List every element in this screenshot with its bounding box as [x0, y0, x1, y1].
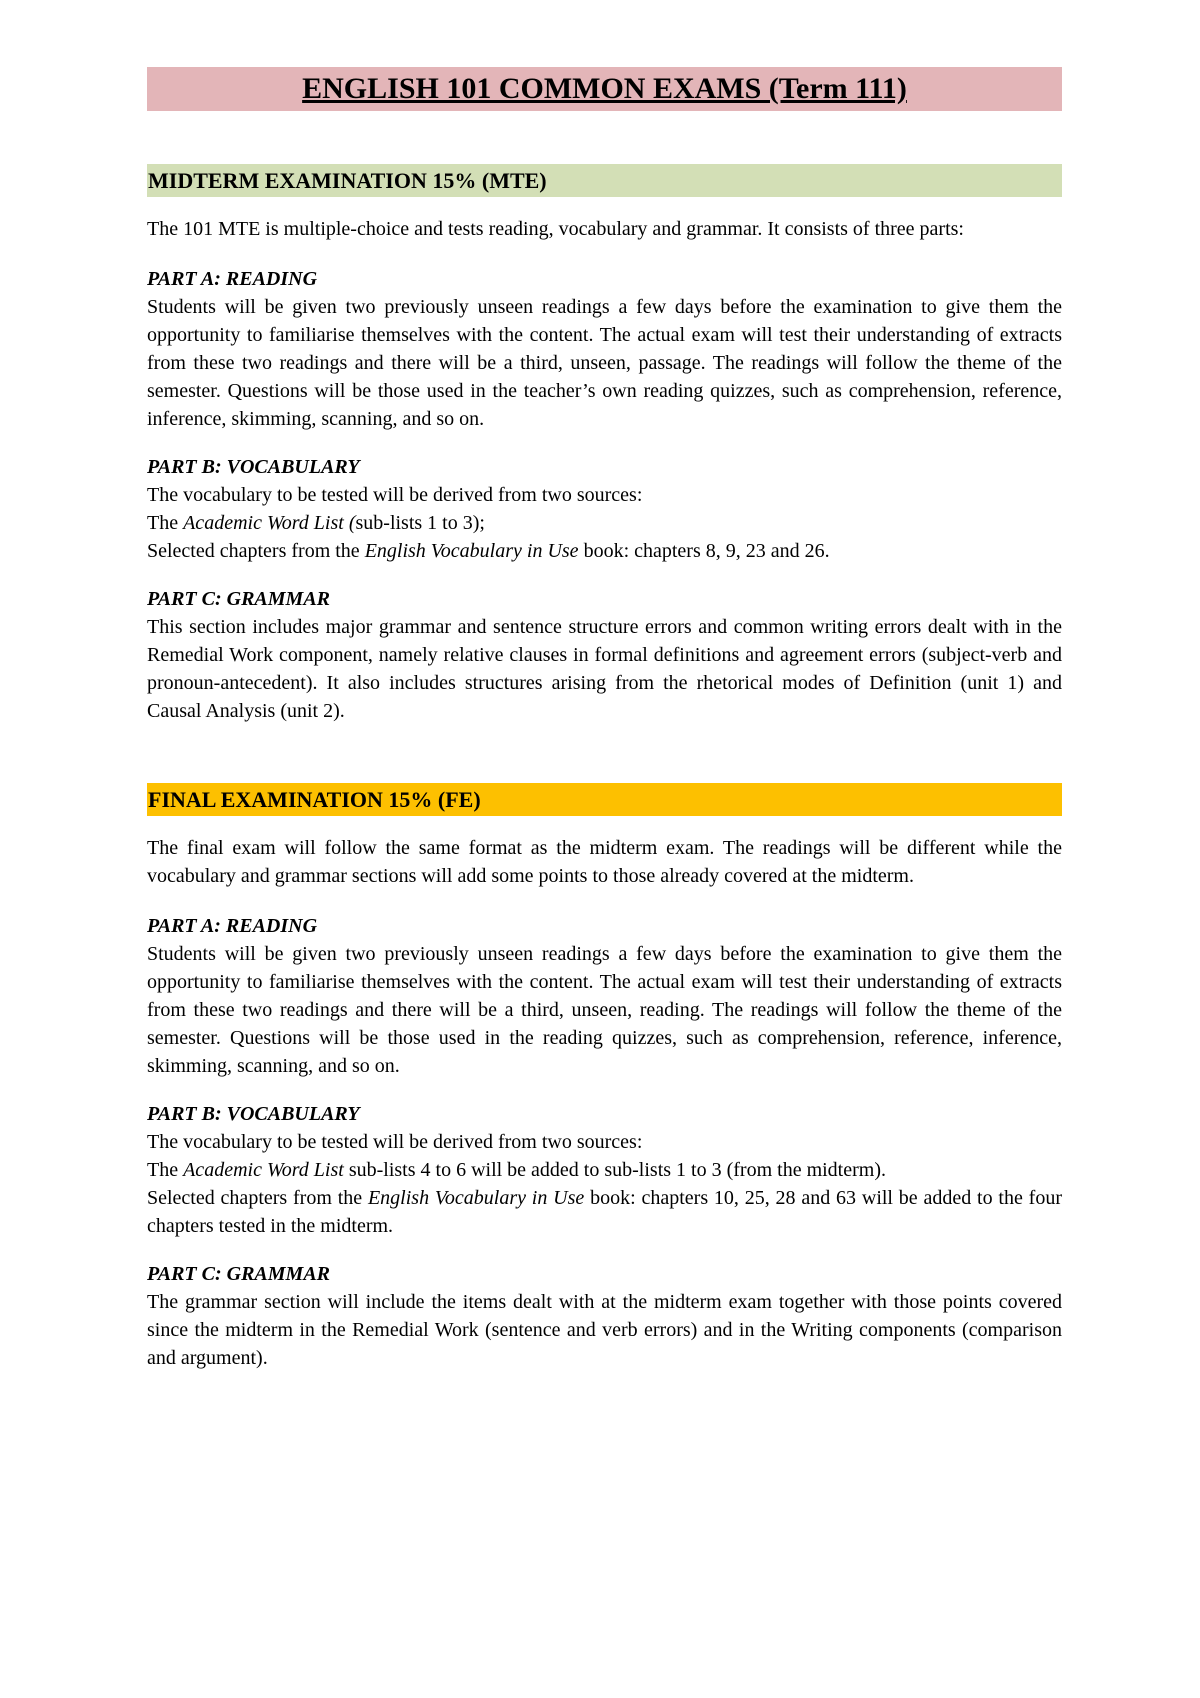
final-vocab-line-3: Selected chapters from the English Vocabulary in Use book: chapters 10, 25, 28 and 63 will be added to the four chapters tested in the midterm. — [147, 1187, 1063, 1237]
final-part-b-heading: PART B: VOCABULARY — [147, 1103, 360, 1125]
midterm-vocab-line-1: The vocabulary to be tested will be derived from two sources: — [147, 484, 643, 506]
document-content — [147, 67, 1062, 1372]
midterm-part-a-heading: PART A: READING — [147, 268, 318, 290]
midterm-vocab-line-2: The Academic Word List (sub-lists 1 to 3); — [147, 512, 485, 534]
midterm-part-c-heading: PART C: GRAMMAR — [147, 588, 330, 610]
final-intro: The final exam will follow the same format as the midterm exam. The readings will be different while the vocabulary and grammar sections will add some points to those already covered at the midterm. — [147, 837, 1062, 887]
final-part-c-heading: PART C: GRAMMAR — [147, 1263, 330, 1285]
midterm-part-b-body — [147, 481, 1062, 565]
final-heading: FINAL EXAMINATION 15% (FE) — [147, 783, 1062, 816]
final-part-a-heading: PART A: READING — [147, 915, 318, 937]
final-vocab-line-1: The vocabulary to be tested will be derived from two sources: — [147, 1131, 643, 1153]
final-part-b-body — [147, 1128, 1062, 1240]
final-part-a-text: Students will be given two previously unseen readings a few days before the examination to give them the opportunity to familiarise themselves with the content. The actual exam will test their understanding of extracts from these two readings and there will be a third, unseen, reading. The readings will follow the theme of the semester. Questions will be those used in the reading quizzes, such as comprehension, reference, inference, skimming, scanning, and so on. — [147, 943, 1062, 1077]
midterm-part-c-text: This section includes major grammar and sentence structure errors and common writing errors dealt with in the Remedial Work component, namely relative clauses in formal definitions and agreement errors (subject-verb and pronoun-antecedent). It also includes structures arising from the rhetorical modes of Definition (unit 1) and Causal Analysis (unit 2). — [147, 616, 1062, 722]
document-title: ENGLISH 101 COMMON EXAMS (Term 111) — [147, 67, 1062, 111]
midterm-part-a-text: Students will be given two previously unseen readings a few days before the examination to give them the opportunity to familiarise themselves with the content. The actual exam will test their understanding of extracts from these two readings and there will be a third, unseen, passage. The readings will follow the theme of the semester. Questions will be those used in the teacher’s own reading quizzes, such as comprehension, reference, inference, skimming, scanning, and so on. — [147, 296, 1062, 430]
midterm-vocab-line-3: Selected chapters from the English Vocabulary in Use book: chapters 8, 9, 23 and 26. — [147, 540, 830, 562]
midterm-intro: The 101 MTE is multiple-choice and tests reading, vocabulary and grammar. It consists of three parts: — [147, 218, 964, 240]
final-part-c-text: The grammar section will include the items dealt with at the midterm exam together with those points covered since the midterm in the Remedial Work (sentence and verb errors) and in the Writing components (comparison and argument). — [147, 1291, 1062, 1369]
midterm-part-b-heading: PART B: VOCABULARY — [147, 456, 360, 478]
final-vocab-line-2: The Academic Word List sub-lists 4 to 6 will be added to sub-lists 1 to 3 (from the midterm). — [147, 1159, 886, 1181]
midterm-heading: MIDTERM EXAMINATION 15% (MTE) — [147, 164, 1062, 197]
